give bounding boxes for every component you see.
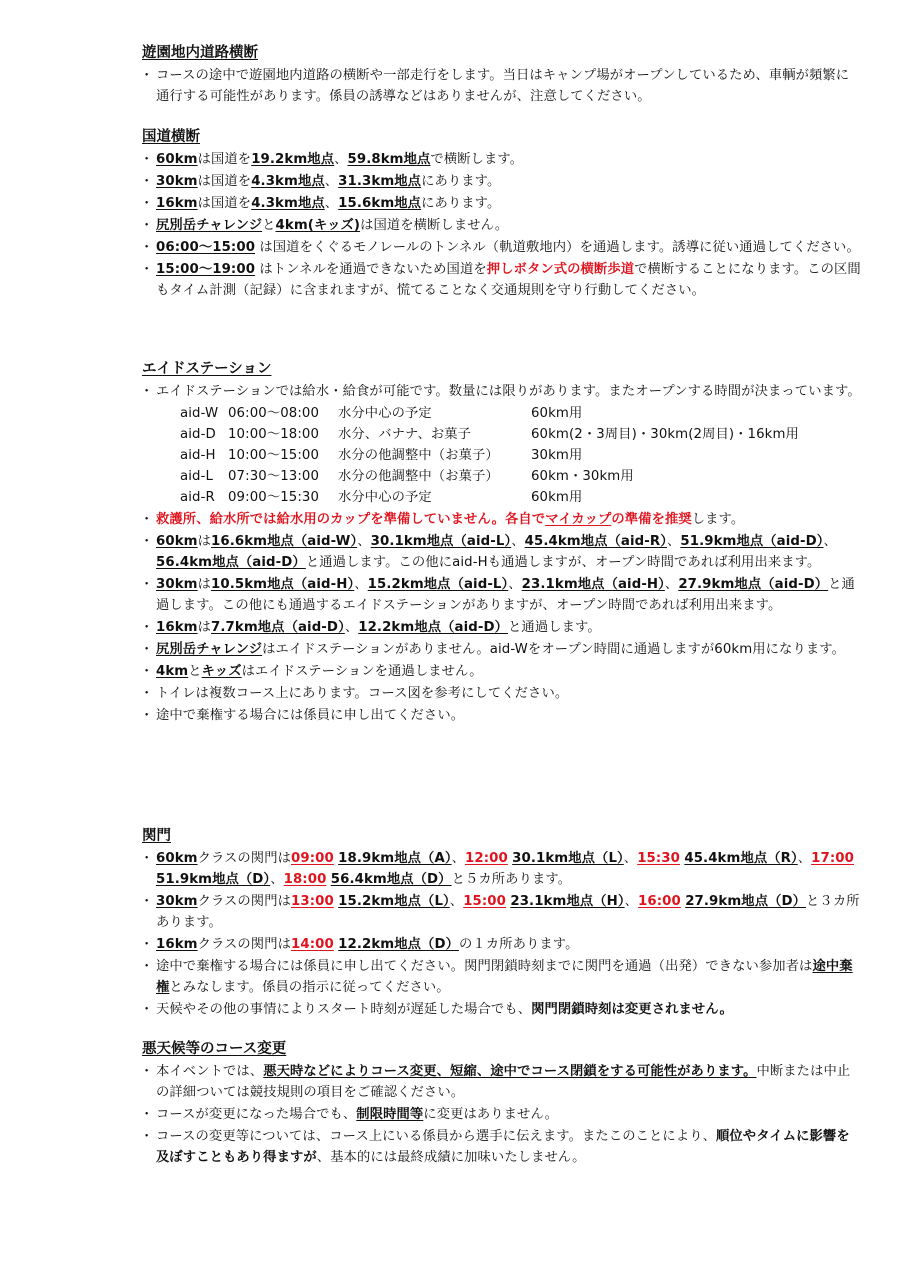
list-item: ・ 15:00～19:00 はトンネルを通過できないため国道を押しボタン式の横断歩道で横断することになります。この区間もタイム計測（記録）に含まれますが、慌てることなく交通規則を守り行動してください。	[142, 259, 862, 301]
aid-station-id: aid-R	[180, 490, 215, 505]
list-item: ・ 16kmクラスの関門は14:00 12.2km地点（D）の１カ所あります。	[142, 934, 862, 955]
list-item: ・ コースの途中で遊園地内道路の横断や一部走行をします。当日はキャンプ場がオープンしているため、車輌が頻繁に通行する可能性があります。係員の誘導などはありませんが、注意してください。	[142, 65, 862, 107]
list-item: ・ 60kmクラスの関門は09:00 18.9km地点（A）、12:00 30.1km地点（L）、15:30 45.4km地点（R）、17:00 51.9km地点（D）、18:00 56.4km地点（D）と５カ所あります。	[142, 848, 862, 890]
list-item: ・ エイドステーションでは給水・給食が可能です。数量には限りがあります。またオープンする時間が決まっています。 aid-W 06:00～08:00 水分中心の予定 60km用 aid-D 10:00～18:00 水分、バナナ、お菓子 60km(2・3周目)・30km(2周目)・16km用 aid-H 10:00～15:00 水分の他調整中（お菓子） 30km用 aid-L 07:30～13:00 水分の他調整中（お菓子） 60km・30km用 aid-R 09:00～15:30 水分中心の予定 60km用	[142, 381, 862, 508]
bullet-list	[142, 1061, 862, 1168]
aid-station-row	[180, 466, 799, 487]
aid-station-row	[180, 424, 799, 445]
aid-station-id: aid-L	[180, 469, 213, 484]
list-item: ・ 60kmは国道を19.2km地点、59.8km地点で横断します。	[142, 149, 862, 170]
bullet-list	[142, 848, 862, 1020]
list-item: ・ トイレは複数コース上にあります。コース図を参考にしてください。	[142, 683, 862, 704]
aid-station-table	[180, 403, 799, 508]
section-heading: 関門	[142, 828, 171, 844]
bullet-list	[142, 149, 862, 301]
list-item-warning: ・ 救護所、給水所では給水用のカップを準備していません。各自でマイカップの準備を推奨します。	[142, 509, 862, 530]
section-park-road	[142, 43, 862, 108]
list-item: ・ 途中で棄権する場合には係員に申し出てください。関門閉鎖時刻までに関門を通過（出発）できない参加者は途中棄権とみなします。係員の指示に従ってください。	[142, 956, 862, 998]
section-checkpoints	[142, 826, 862, 1021]
section-heading: 国道横断	[142, 129, 200, 145]
section-heading: エイドステーション	[142, 361, 272, 377]
aid-station-id: aid-D	[180, 427, 216, 442]
aid-station-supplies: 水分の他調整中（お菓子）	[338, 469, 499, 484]
aid-station-supplies: 水分中心の予定	[338, 490, 432, 505]
aid-station-hours: 07:30～13:00	[228, 469, 320, 484]
aid-station-course: 60km(2・3周目)・30km(2周目)・16km用	[531, 427, 799, 442]
list-item: ・ 本イベントでは、悪天時などによりコース変更、短縮、途中でコース閉鎖をする可能性があります。中断または中止の詳細ついては競技規則の項目をご確認ください。	[142, 1061, 862, 1103]
list-item: ・ 途中で棄権する場合には係員に申し出てください。	[142, 705, 862, 726]
aid-station-course: 60km・30km用	[531, 469, 634, 484]
list-item: ・ 30kmは10.5km地点（aid-H）、15.2km地点（aid-L）、23.1km地点（aid-H）、27.9km地点（aid-D）と通過します。この他にも通過するエイドステーションがありますが、オープン時間であれば利用出来ます。	[142, 574, 862, 616]
aid-station-course: 60km用	[531, 406, 583, 421]
aid-station-id: aid-W	[180, 406, 219, 421]
aid-station-row	[180, 403, 799, 424]
list-item: ・ 16kmは7.7km地点（aid-D）、12.2km地点（aid-D）と通過します。	[142, 617, 862, 638]
section-bad-weather	[142, 1039, 862, 1169]
section-national-road	[142, 127, 862, 302]
aid-station-id: aid-H	[180, 448, 216, 463]
aid-station-hours: 10:00～18:00	[228, 427, 320, 442]
aid-station-course: 30km用	[531, 448, 583, 463]
list-item: ・ 30kmは国道を4.3km地点、31.3km地点にあります。	[142, 171, 862, 192]
list-item: ・ 天候やその他の事情によりスタート時刻が遅延した場合でも、関門閉鎖時刻は変更されません。	[142, 999, 862, 1020]
list-item: ・ コースが変更になった場合でも、制限時間等に変更はありません。	[142, 1104, 862, 1125]
aid-station-supplies: 水分の他調整中（お菓子）	[338, 448, 499, 463]
aid-station-course: 60km用	[531, 490, 583, 505]
aid-station-supplies: 水分中心の予定	[338, 406, 432, 421]
aid-station-row	[180, 487, 799, 508]
bullet-list	[142, 381, 862, 726]
section-heading: 悪天候等のコース変更	[142, 1041, 287, 1057]
list-item: ・ 4kmとキッズはエイドステーションを通過しません。	[142, 661, 862, 682]
aid-station-supplies: 水分、バナナ、お菓子	[338, 427, 472, 442]
aid-station-row	[180, 445, 799, 466]
list-item: ・ 尻別岳チャレンジと4km(キッズ)は国道を横断しません。	[142, 215, 862, 236]
aid-station-hours: 09:00～15:30	[228, 490, 320, 505]
section-aid-stations	[142, 359, 862, 727]
list-item: ・ 30kmクラスの関門は13:00 15.2km地点（L）、15:00 23.1km地点（H）、16:00 27.9km地点（D）と３カ所あります。	[142, 891, 862, 933]
aid-station-hours: 06:00～08:00	[228, 406, 320, 421]
list-item: ・ 60kmは16.6km地点（aid-W）、30.1km地点（aid-L）、45.4km地点（aid-R）、51.9km地点（aid-D）、56.4km地点（aid-D）と通過します。この他にaid-Hも通過しますが、オープン時間であれば利用出来ます。	[142, 531, 862, 573]
list-item: ・ コースの変更等については、コース上にいる係員から選手に伝えます。またこのことにより、順位やタイムに影響を及ぼすこともあり得ますが、基本的には最終成績に加味いたしません。	[142, 1126, 862, 1168]
aid-station-hours: 10:00～15:00	[228, 448, 320, 463]
list-item: ・ 尻別岳チャレンジはエイドステーションがありません。aid-Wをオープン時間に通過しますが60km用になります。	[142, 639, 862, 660]
bullet-list	[142, 65, 862, 107]
list-item: ・ 06:00～15:00 は国道をくぐるモノレールのトンネル（軌道敷地内）を通過します。誘導に従い通過してください。	[142, 237, 862, 258]
list-item: ・ 16kmは国道を4.3km地点、15.6km地点にあります。	[142, 193, 862, 214]
section-heading: 遊園地内道路横断	[142, 45, 258, 61]
